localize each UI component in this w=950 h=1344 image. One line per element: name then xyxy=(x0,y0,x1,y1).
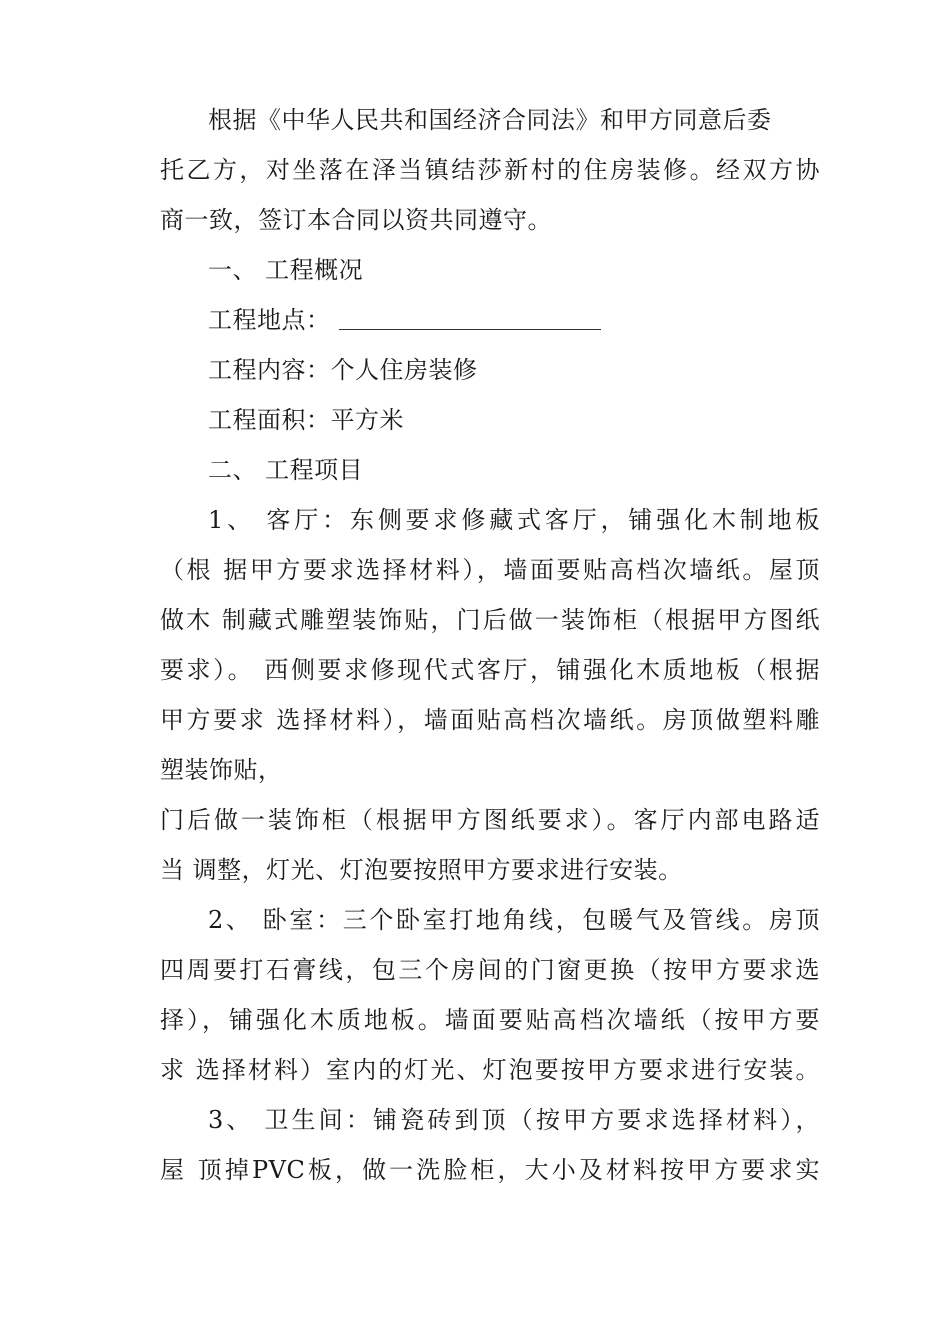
project-location-label: 工程地点： xyxy=(208,306,331,334)
item2-line-3: 择），铺强化木质地板。墙面要贴高档次墙纸（按甲方要 xyxy=(160,1006,820,1034)
item1-line-3: 做木 制藏式雕塑装饰贴，门后做一装饰柜（根据甲方图纸 xyxy=(160,606,820,634)
item2-line-4: 求 选择材料）室内的灯光、灯泡要按甲方要求进行安装。 xyxy=(160,1056,820,1084)
item1-line-4: 要求）。 西侧要求修现代式客厅，铺强化木质地板（根据 xyxy=(160,656,820,684)
item1-line-7: 门后做一装饰柜（根据甲方图纸要求）。客厅内部电路适 xyxy=(160,806,820,834)
item1-line-5: 甲方要求 选择材料），墙面贴高档次墙纸。房顶做塑料雕 xyxy=(160,706,820,734)
project-location-row xyxy=(208,304,868,336)
item3-line-2: 屋 顶掉PVC板，做一洗脸柜，大小及材料按甲方要求实 xyxy=(160,1156,820,1184)
item1-line-2: （根 据甲方要求选择材料），墙面要贴高档次墙纸。屋顶 xyxy=(160,556,820,584)
project-content: 工程内容：个人住房装修 xyxy=(208,356,478,384)
item2-line-1: 2、 卧室：三个卧室打地角线，包暖气及管线。房顶 xyxy=(208,906,820,934)
intro-line-1: 根据《中华人民共和国经济合同法》和甲方同意后委 xyxy=(208,106,772,134)
item1-line-8: 当 调整，灯光、灯泡要按照甲方要求进行安装。 xyxy=(160,856,683,884)
item1-line-6: 塑装饰贴， xyxy=(160,756,283,784)
item1-line-1: 1、 客厅：东侧要求修藏式客厅，铺强化木制地板 xyxy=(208,506,820,534)
intro-line-2: 托乙方，对坐落在泽当镇结莎新村的住房装修。经双方协 xyxy=(160,156,820,184)
section-heading-items: 二、 工程项目 xyxy=(208,456,364,484)
intro-line-3: 商一致，签订本合同以资共同遵守。 xyxy=(160,206,552,234)
item2-line-2: 四周要打石膏线，包三个房间的门窗更换（按甲方要求选 xyxy=(160,956,820,984)
project-location-blank xyxy=(339,307,601,330)
section-heading-overview: 一、 工程概况 xyxy=(208,256,364,284)
item3-line-1: 3、 卫生间：铺瓷砖到顶（按甲方要求选择材料）， xyxy=(208,1106,820,1134)
project-area: 工程面积：平方米 xyxy=(208,406,404,434)
